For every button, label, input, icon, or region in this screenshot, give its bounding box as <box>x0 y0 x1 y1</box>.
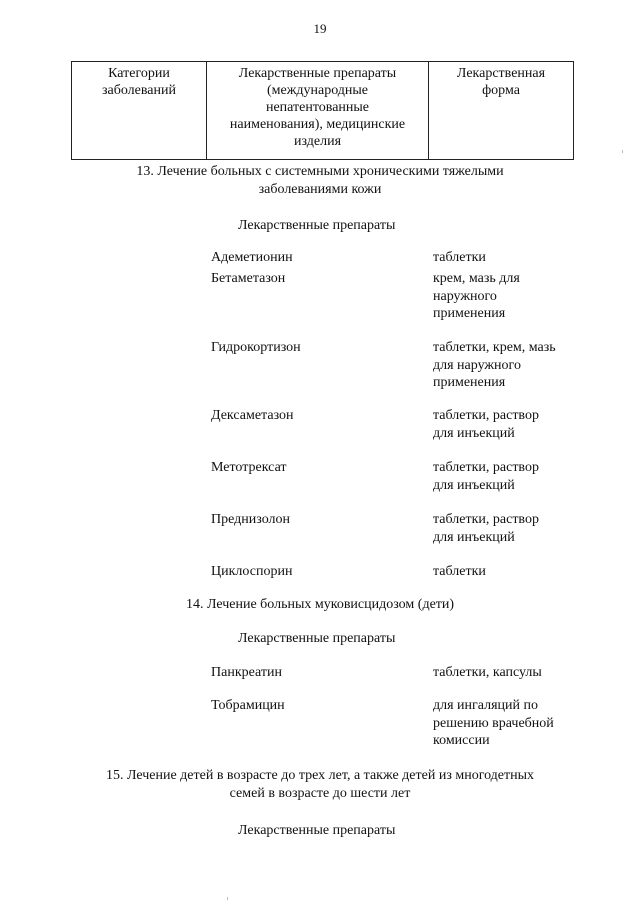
drug-name: Бетаметазон <box>211 271 286 286</box>
page-number: 19 <box>313 21 327 36</box>
header-line: (международные <box>266 83 369 98</box>
section15-title <box>0 767 640 802</box>
drug-form-line: применения <box>433 306 506 321</box>
section-title-line: 15. Лечение детей в возрасте до трех лет, а также детей из многодетных <box>105 768 535 783</box>
drug-form-line: для инъекций <box>433 529 515 545</box>
section-title-line: семей в возрасте до шести лет <box>229 785 411 801</box>
drug-name: Циклоспорин <box>211 564 293 579</box>
header-line: непатентованные <box>265 100 370 115</box>
drug-name: Гидрокортизон <box>211 340 301 355</box>
section-title-line: 13. Лечение больных с системными хроническими тяжелыми <box>136 164 504 179</box>
drug-name: Преднизолон <box>211 512 290 527</box>
header-cell-drugs <box>207 62 429 160</box>
section-title-line: заболеваниями кожи <box>258 181 382 197</box>
drug-form-line: для наружного <box>433 357 521 373</box>
drug-form-line: наружного <box>433 288 497 304</box>
table-header <box>71 61 574 160</box>
header-line: наименования), медицинские <box>229 117 406 132</box>
drug-name: Тобрамицин <box>211 698 285 713</box>
drug-form-line: таблетки <box>433 250 486 265</box>
drug-form-line: применения <box>433 375 506 390</box>
drug-form <box>433 339 583 392</box>
drug-form-line: комиссии <box>433 733 490 748</box>
header-line: заболеваний <box>102 83 176 98</box>
drug-form <box>433 697 583 750</box>
drug-form-line: таблетки, раствор <box>433 460 539 475</box>
drug-form <box>433 270 583 323</box>
header-line: Категории <box>108 66 170 81</box>
header-line: изделия <box>293 134 342 149</box>
scan-mark <box>622 150 623 153</box>
header-line: форма <box>482 83 520 98</box>
drug-form-line: таблетки, раствор <box>433 512 539 527</box>
header-cell-form <box>429 62 574 160</box>
drug-form-line: решению врачебной <box>433 715 554 731</box>
header-line: Лекарственная <box>456 66 546 81</box>
drug-form <box>433 664 583 682</box>
section13-title <box>0 163 640 198</box>
scan-mark <box>227 897 228 900</box>
drug-form-line: таблетки, раствор <box>433 408 539 423</box>
header-line: Лекарственные препараты <box>238 66 397 81</box>
drug-form-line: для ингаляций по <box>433 698 539 713</box>
drug-form-line: крем, мазь для <box>433 271 520 286</box>
section15-subheading: Лекарственные препараты <box>238 823 396 838</box>
drug-form-line: таблетки, капсулы <box>433 665 542 680</box>
drug-name: Панкреатин <box>211 665 282 680</box>
drug-form-line: таблетки, крем, мазь <box>433 340 556 355</box>
drug-form-line: таблетки <box>433 564 486 579</box>
section13-subheading: Лекарственные препараты <box>238 218 396 233</box>
section14-title: 14. Лечение больных муковисцидозом (дети) <box>185 597 455 612</box>
drug-name: Дексаметазон <box>211 408 294 423</box>
drug-form <box>433 407 583 442</box>
drug-form <box>433 563 583 581</box>
drug-form-line: для инъекций <box>433 477 515 493</box>
section14-subheading: Лекарственные препараты <box>238 631 396 646</box>
header-cell-category <box>72 62 207 160</box>
drug-form <box>433 511 583 546</box>
drug-form <box>433 249 583 267</box>
drug-name: Адеметионин <box>211 250 293 265</box>
drug-form-line: для инъекций <box>433 425 515 441</box>
drug-form <box>433 459 583 494</box>
drug-name: Метотрексат <box>211 460 287 475</box>
